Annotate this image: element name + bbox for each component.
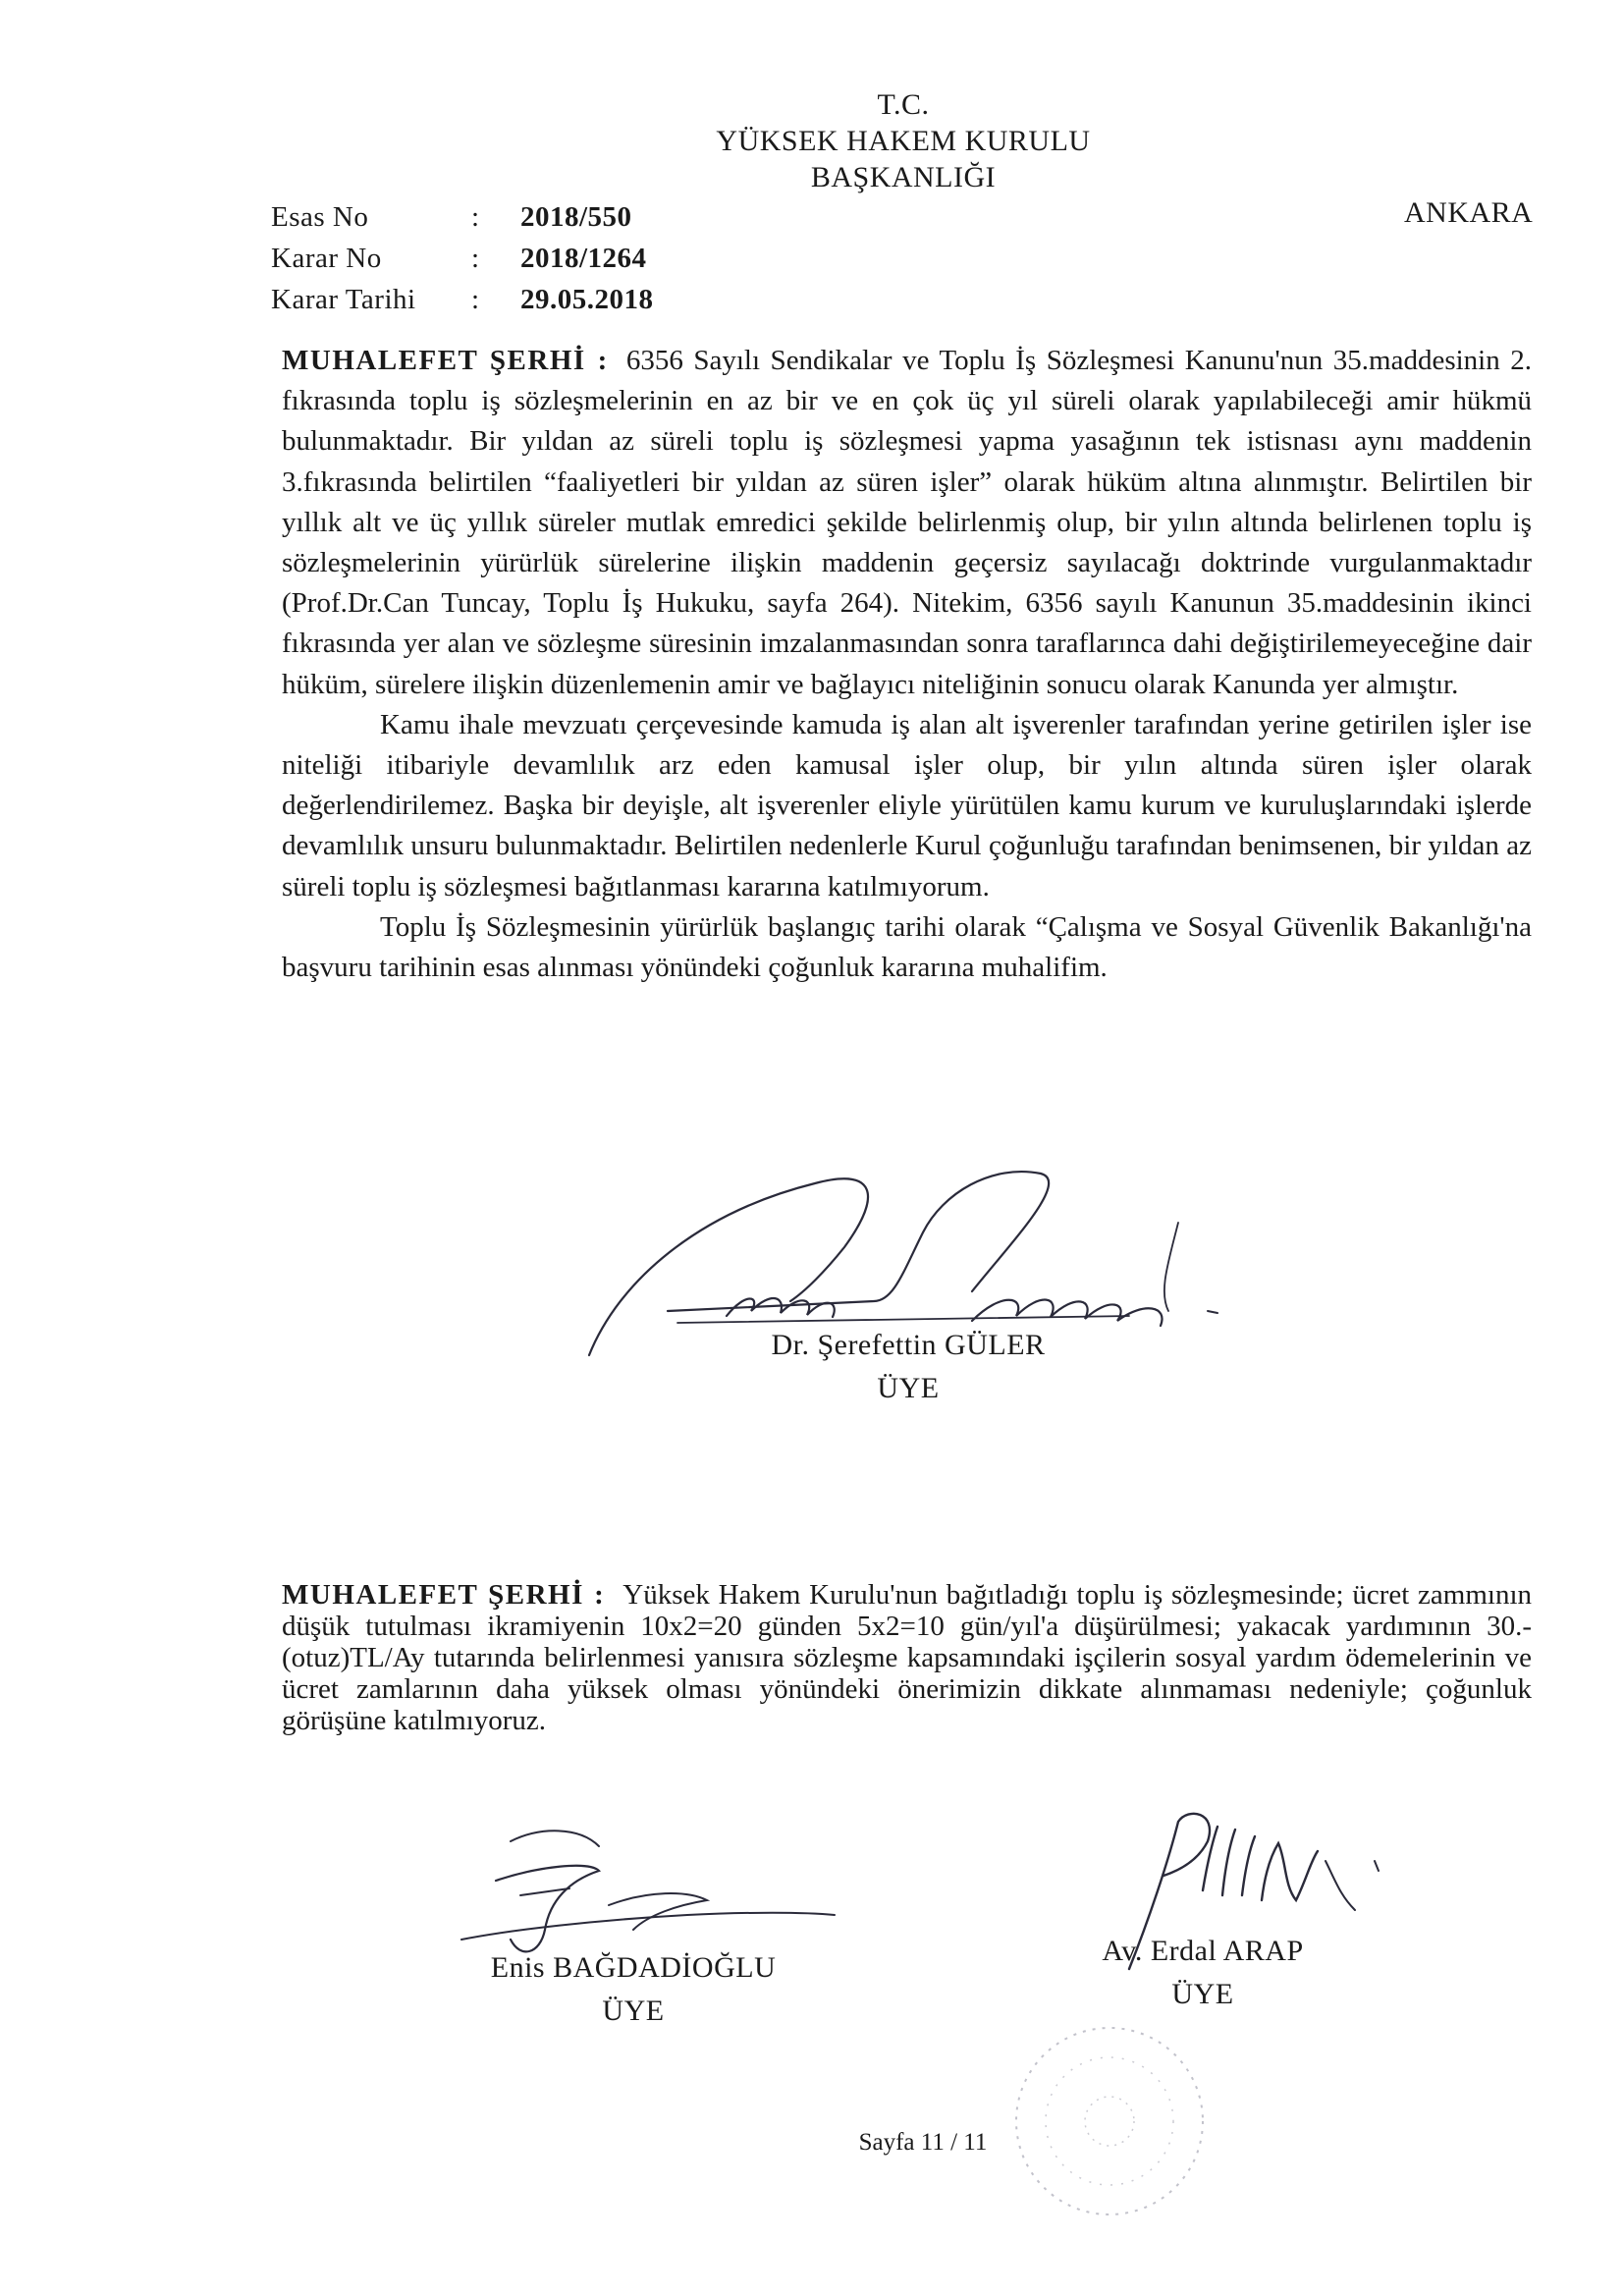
document-header	[589, 86, 1217, 195]
signer-block-guler	[746, 1324, 1070, 1410]
tarih-value: 29.05.2018	[520, 284, 654, 315]
signer-arap-name: Av. Erdal ARAP	[1102, 1935, 1304, 1967]
official-seal-stamp	[1006, 1974, 1213, 2269]
dissent-1-label: MUHALEFET ŞERHİ :	[282, 345, 609, 376]
header-tc: T.C.	[877, 88, 930, 121]
header-institution: YÜKSEK HAKEM KURULU	[716, 125, 1091, 157]
dissent-1-paragraph-3: Toplu İş Sözleşmesinin yürürlük başlangıç tarihi olarak “Çalışma ve Sosyal Güvenlik Bakanlığı'na başvuru tarihinin esas alınması yönündeki çoğunluk kararına muhalifim.	[282, 910, 1532, 984]
signer-bagdadioglu-name: Enis BAĞDADİOĞLU	[490, 1951, 777, 1984]
signer-arap-role: ÜYE	[1171, 1978, 1234, 2010]
signer-guler-role: ÜYE	[877, 1372, 940, 1404]
header-presidency: BAŞKANLIĞI	[810, 161, 997, 193]
dissent-opinion-1	[282, 341, 1532, 988]
dissent-1-paragraph-1	[282, 341, 1532, 705]
page-number: Sayfa 11 / 11	[858, 2129, 988, 2156]
esas-row	[271, 196, 654, 238]
esas-label: Esas No	[271, 201, 369, 233]
dissent-1-paragraph-2: Kamu ihale mevzuatı çerçevesinde kamuda iş alan alt işverenler tarafından yerine getirilen işler ise niteliği itibariyle devamlılık arz eden kamusal işler olup, bir yılın altında süren işler olarak değerlendirilemez. Başka bir deyişle, alt işverenler eliyle yürütülen kamu kurum ve kuruluşlarındaki işlerde devamlılık unsuru bulunmaktadır. Belirtilen nedenlerle Kurul çoğunluğu tarafından benimsenen, bir yıldan az süreli toplu iş sözleşmesi bağıtlanması kararına katılmıyorum.	[282, 708, 1532, 902]
tarih-row	[271, 279, 654, 320]
esas-value: 2018/550	[520, 201, 632, 233]
dissent-opinion-2	[282, 1579, 1532, 1736]
case-meta	[271, 196, 654, 320]
dissent-2-label: MUHALEFET ŞERHİ :	[282, 1579, 606, 1611]
dissent-2-paragraph-1	[282, 1579, 1532, 1736]
dissent-1-text-1: 6356 Sayılı Sendikalar ve Toplu İş Sözleşmesi Kanunu'nun 35.maddesinin 2. fıkrasında toplu iş sözleşmelerinin en az bir ve en çok üç yıl süreli olarak yapılabileceği amir hükmü bulunmaktadır. Bir yıldan az süreli toplu iş sözleşmesi yapma yasağının tek istisnası aynı maddenin 3.fıkrasında belirtilen “faaliyetleri bir yıldan az süren işler” olarak hüküm altına alınmıştır. Belirtilen bir yıllık alt ve üç yıllık süreler mutlak emredici şekilde belirlenmiş olup, bir yılın altında belirlenen toplu iş sözleşmelerinin yürürlük sürelerine ilişkin maddenin geçersiz sayılacağı doktrinde vurgulanmaktadır (Prof.Dr.Can Tuncay, Toplu İş Hukuku, sayfa 264). Nitekim, 6356 sayılı Kanunun 35.maddesinin ikinci fıkrasında yer alan ve sözleşme süresinin imzalanmasından sonra taraflarınca dahi değiştirilemeyeceğine dair hüküm, sürelere ilişkin düzenlemenin amir ve bağlayıcı niteliğinin sonucu olarak Kanunda yer almıştır.	[282, 345, 1532, 700]
tarih-colon: :	[471, 284, 480, 315]
karar-label: Karar No	[271, 243, 382, 274]
karar-colon: :	[471, 243, 480, 274]
signer-bagdadioglu-role: ÜYE	[602, 1995, 665, 2027]
signer-block-bagdadioglu	[447, 1946, 820, 2033]
karar-value: 2018/1264	[520, 243, 647, 274]
tarih-label: Karar Tarihi	[271, 284, 416, 315]
signer-block-arap	[1041, 1930, 1365, 2016]
signer-guler-name: Dr. Şerefettin GÜLER	[771, 1329, 1046, 1361]
city-label: ANKARA	[1404, 196, 1534, 229]
esas-colon: :	[471, 201, 480, 233]
karar-row	[271, 238, 654, 279]
dissent-2-text-1: Yüksek Hakem Kurulu'nun bağıtladığı toplu iş sözleşmesinde; ücret zammının düşük tutulması ikramiyenin 10x2=20 günden 5x2=10 gün/yıl'a düşürülmesi; yakacak yardımının 30.-(otuz)TL/Ay tutarında belirlenmesi yanısıra sözleşme kapsamındaki işçilerin sosyal yardım ödemelerinin ve ücret zamlarının daha yüksek olması yönündeki önerimizin dikkate alınmaması nedeniyle; çoğunluk görüşüne katılmıyoruz.	[282, 1579, 1532, 1736]
